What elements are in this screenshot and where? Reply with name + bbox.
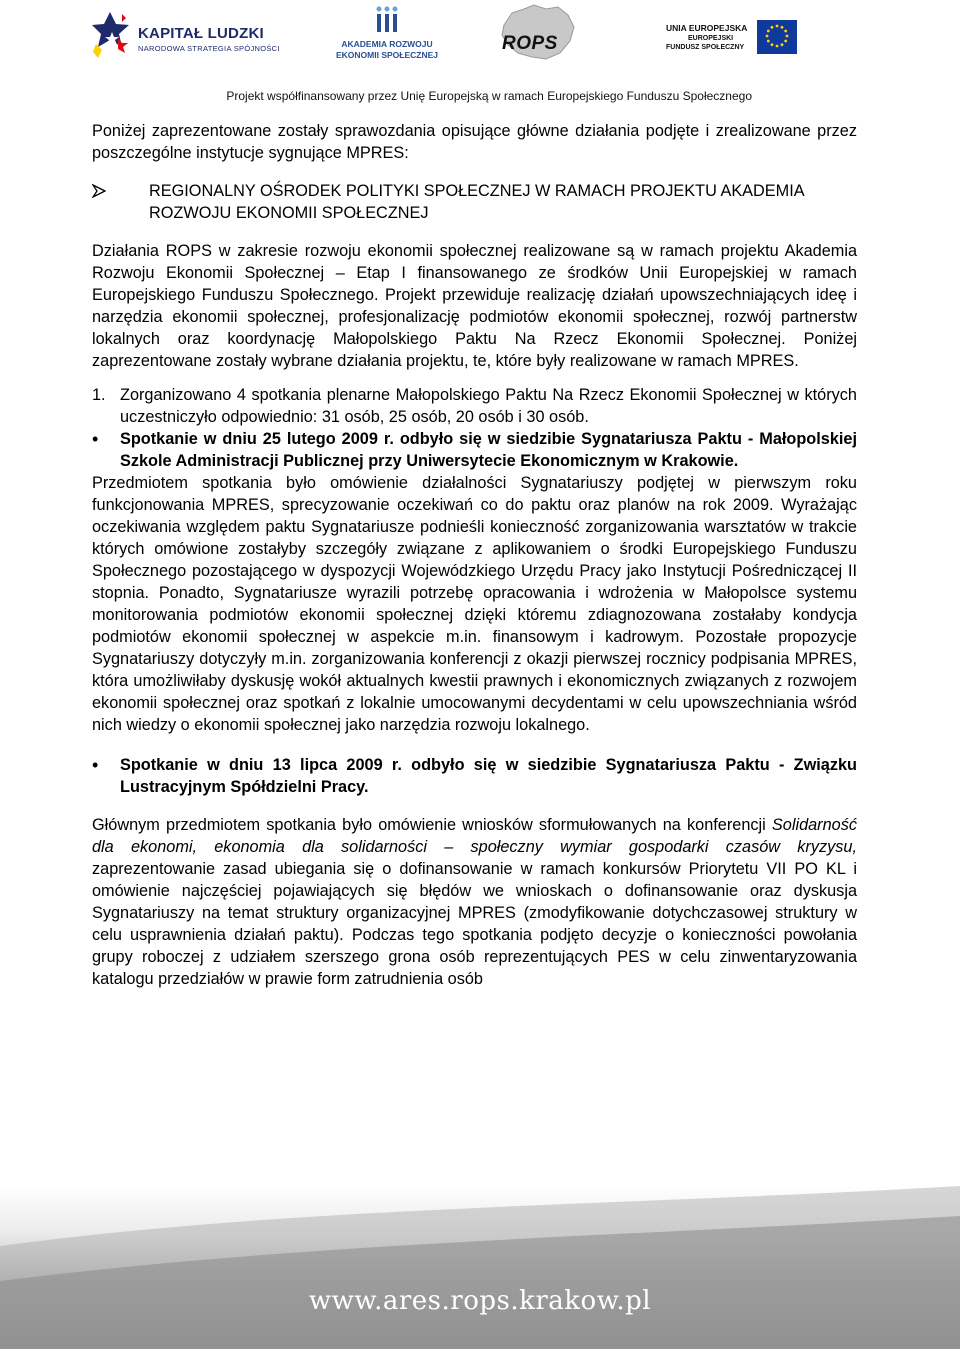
list-item [92, 384, 857, 428]
footer-url[interactable]: www.ares.rops.krakow.pl [308, 1286, 652, 1316]
akademia-line2: EKONOMII SPOŁECZNEJ [335, 50, 438, 60]
rops-logo-text: ROPS [502, 33, 558, 54]
eu-line3: FUNDUSZ SPOŁECZNY [666, 44, 745, 51]
meeting-2-text-start: Głównym przedmiotem spotkania było omówienie wniosków sformułowanych na konferencji [92, 816, 772, 834]
meeting-2-text-end: zaprezentowanie zasad ubiegania się o dofinansowanie w ramach konkursów Priorytetu VII PO KL i omówienie najczęściej pojawiających się błędów we wnioskach o dofinansowanie oraz dyskusja Sygnatariuszy na temat struktury organizacyjnej MPRES (zmodyfikowanie dotychczasowej struktury w celu usprawnienia działań paktu). Podczas tego spotkania podjęto decyzje o konieczności powołania grupy roboczej z udziałem szerszego grona osób reprezentujących PES w celu zinwentaryzowania katalogu przedziałów w prawie form zatrudnienia osób [92, 860, 857, 988]
section-heading [92, 180, 857, 224]
intro-paragraph: Poniżej zaprezentowane zostały sprawozdania opisujące główne działania podjęte i zrealizowane przez poszczególne instytucje sygnujące MPRES: [92, 122, 857, 162]
cofinancing-note: Projekt współfinansowany przez Unię Europejską w ramach Europejskiego Funduszu Społecznego [226, 89, 752, 103]
list-item-text: Zorganizowano 4 spotkania plenarne Małopolskiego Paktu Na Rzecz Ekonomii Społecznej w których uczestniczyło odpowiednio: 31 osób, 25 osób, 20 osób i 30 osób. [120, 386, 857, 426]
meeting-bullet-1 [92, 428, 857, 472]
eu-line1: UNIA EUROPEJSKA [666, 23, 748, 33]
document-body [92, 120, 857, 990]
kapital-ludzki-logo [92, 10, 280, 62]
kapital-ludzki-emblem-icon [92, 10, 134, 62]
meeting-bullet-1-text: Spotkanie w dniu 25 lutego 2009 r. odbyło się w siedzibie Sygnatariusza Paktu - Małopolskiej Szkole Administracji Publicznej przy Uniwersytecie Ekonomicznym w Krakowie. [120, 430, 857, 470]
akademia-emblem-icon [372, 4, 402, 34]
akademia-line1: AKADEMIA ROZWOJU [341, 39, 433, 49]
footer-swoosh-graphic [0, 1186, 960, 1349]
kapital-ludzki-title: KAPITAŁ LUDZKI [138, 25, 264, 42]
meeting-bullet-2 [92, 754, 857, 798]
meeting-bullet-2-text: Spotkanie w dniu 13 lipca 2009 r. odbyło się w siedzibie Sygnatariusza Paktu - Związku Lustracyjnym Spółdzielni Pracy. [120, 756, 857, 796]
eu-flag-icon [757, 20, 797, 54]
section-heading-text: REGIONALNY OŚRODEK POLITYKI SPOŁECZNEJ W RAMACH PROJEKTU AKADEMIA ROZWOJU EKONOMII SPOŁECZNEJ [149, 182, 804, 222]
eu-logo [652, 14, 802, 58]
list-item-number: 1. [92, 386, 106, 404]
eu-line2: EUROPEJSKI [688, 35, 734, 42]
akademia-logo [335, 4, 439, 62]
kapital-ludzki-subtitle: NARODOWA STRATEGIA SPÓJNOŚCI [138, 44, 280, 53]
rops-logo [496, 3, 578, 63]
page-header [0, 0, 960, 108]
arrow-bullet-icon [92, 180, 149, 224]
page-footer [0, 1186, 960, 1349]
section-intro-paragraph: Działania ROPS w zakresie rozwoju ekonomii społecznej realizowane są w ramach projektu Akademia Rozwoju Ekonomii Społecznej – Etap I finansowanego ze środków Unii Europejskiej w ramach Europejskiego Funduszu Społecznego. Projekt przewiduje realizację działań upowszechniających ideę i narzędzia ekonomii społecznej, profesjonalizację podmiotów ekonomii społecznej, rozwój partnerstw lokalnych oraz koordynację Małopolskiego Paktu Na Rzecz Ekonomii Społecznej. Poniżej zaprezentowane zostały wybrane działania projektu, te, które były realizowane w ramach MPRES. [92, 242, 857, 370]
bullet-dot-icon: • [92, 429, 99, 449]
conference-title: Solidarność dla ekonomi, ekonomia dla solidarności – społeczny wymiar gospodarki czasów kryzysu, [92, 816, 857, 856]
meeting-2-paragraph [92, 814, 857, 990]
meeting-1-paragraph: Przedmiotem spotkania było omówienie działalności Sygnatariuszy podjętej w pierwszym roku funkcjonowania MPRES, sprecyzowanie oczekiwań co do paktu oraz planów na rok 2009. Wyrażając oczekiwania względem paktu Sygnatariusze podnieśli konieczność zorganizowania warsztatów w trakcie których omówione zostałyby szczegóły związane z aplikowaniem o środki Europejskiego Funduszu Społecznego pozostającego w dyspozycji Wojewódzkiego Urzędu Pracy jako Instytucji Pośredniczącej II stopnia. Ponadto, Sygnatariusze wyrazili potrzebę opracowania i wdrożenia w Małopolsce systemu monitorowania podmiotów ekonomii społecznej dzięki któremu zdiagnozowana zostałaby kondycja podmiotów ekonomii społecznej w aspekcie m.in. finansowym i kadrowym. Pozostałe propozycje Sygnatariuszy dotyczyły m.in. zorganizowania konferencji z okazji pierwszej rocznicy podpisania MPRES, która umożliwiłaby dyskusję wokół aktualnych kwestii prawnych i ekonomicznych związanych z rozwojem ekonomii społecznej oraz spotkań z lokalnie umocowanymi decydentami w celu upowszechniania wśród nich wiedzy o ekonomii społecznej jako narzędzia rozwoju lokalnego. [92, 474, 857, 734]
bullet-dot-icon: • [92, 755, 99, 775]
